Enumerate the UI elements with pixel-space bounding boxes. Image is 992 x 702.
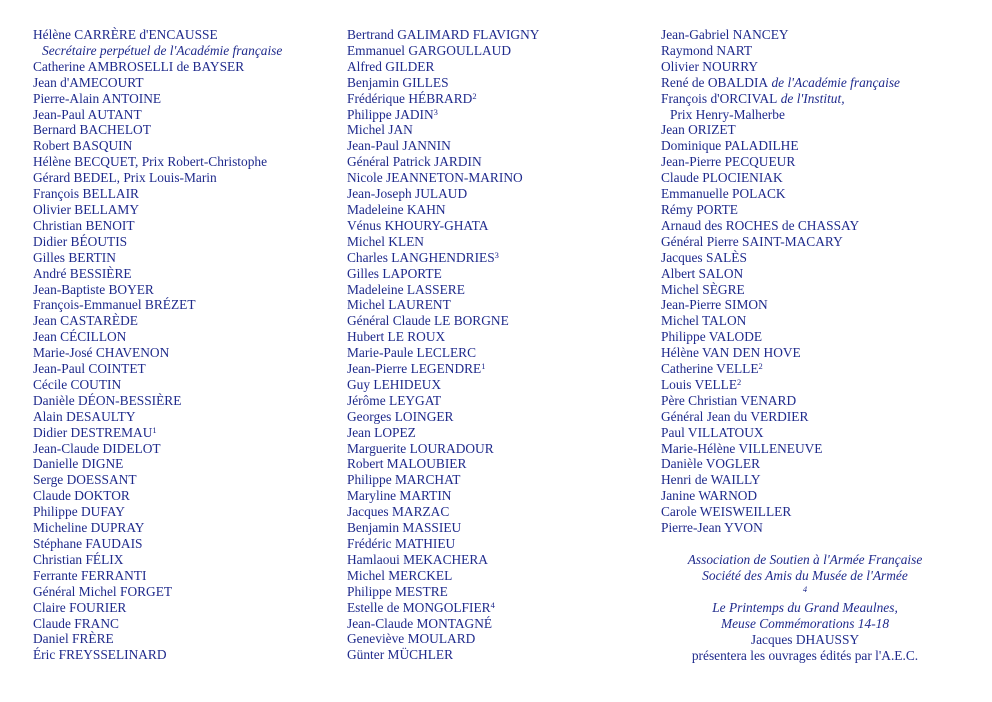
name-entry xyxy=(347,361,539,377)
name-entry xyxy=(33,456,282,472)
entry-text: Georges LOINGER xyxy=(347,408,454,424)
entry-text: Association de Soutien à l'Armée Française xyxy=(687,552,923,567)
name-entry xyxy=(33,345,282,361)
entry-text: Secrétaire perpétuel de l'Académie française xyxy=(42,42,283,58)
entry-text: Général Jean du VERDIER xyxy=(661,408,809,424)
name-entry xyxy=(347,441,539,457)
name-entry xyxy=(33,202,282,218)
entry-text: Estelle de MONGOLFIER xyxy=(347,599,491,615)
name-entry xyxy=(661,91,900,107)
entry-text: Marie-Hélène VILLENEUVE xyxy=(661,440,823,456)
name-entry xyxy=(347,154,539,170)
entry-text: Claude DOKTOR xyxy=(33,488,130,504)
entry-text: Claude FRANC xyxy=(33,615,119,631)
name-entry xyxy=(347,568,539,584)
entry-text: Philippe VALODE xyxy=(661,329,763,345)
entry-text: Gilles BERTIN xyxy=(33,249,116,265)
entry-text: Benjamin MASSIEU xyxy=(347,520,462,536)
entry-affiliation: de l'Académie française xyxy=(768,74,901,90)
name-entry xyxy=(33,409,282,425)
name-entry xyxy=(347,266,539,282)
name-entry xyxy=(347,297,539,313)
name-entry xyxy=(33,425,282,441)
name-entry xyxy=(347,345,539,361)
name-entry xyxy=(661,329,900,345)
name-entry xyxy=(347,27,539,43)
entry-text: Jean-Gabriel NANCEY xyxy=(661,27,789,42)
association-line xyxy=(655,568,955,600)
name-entry xyxy=(33,27,282,43)
entry-text: Emmanuelle POLACK xyxy=(661,186,786,202)
footnote-marker: 2 xyxy=(758,361,763,372)
name-entry xyxy=(33,600,282,616)
name-entry xyxy=(347,631,539,647)
name-entry xyxy=(661,504,900,520)
entry-text: Michel TALON xyxy=(661,313,747,329)
name-entry xyxy=(347,584,539,600)
entry-text: Emmanuel GARGOULLAUD xyxy=(347,42,512,58)
entry-text: Général Patrick JARDIN xyxy=(347,154,482,170)
entry-text: Guy LEHIDEUX xyxy=(347,376,442,392)
name-entry xyxy=(347,170,539,186)
name-entry xyxy=(347,536,539,552)
entry-text: Maryline MARTIN xyxy=(347,488,452,504)
name-entry xyxy=(33,170,282,186)
entry-text: François-Emmanuel BRÉZET xyxy=(33,297,196,313)
entry-text: Geneviève MOULARD xyxy=(347,631,476,647)
name-entry xyxy=(347,186,539,202)
entry-text: Didier BÉOUTIS xyxy=(33,233,128,249)
entry-text: Paul VILLATOUX xyxy=(661,424,764,440)
entry-text: Marie-José CHAVENON xyxy=(33,345,170,361)
entry-text: Jean CÉCILLON xyxy=(33,329,127,345)
name-entry xyxy=(33,59,282,75)
name-entry xyxy=(661,186,900,202)
entry-text: Albert SALON xyxy=(661,265,744,281)
entry-text: Micheline DUPRAY xyxy=(33,520,145,536)
name-entry xyxy=(33,234,282,250)
entry-text: Jean-Claude MONTAGNÉ xyxy=(347,615,493,631)
entry-text: Philippe JADIN xyxy=(347,106,434,122)
name-column-2 xyxy=(347,27,539,663)
name-entry xyxy=(33,138,282,154)
entry-text: Jean-Claude DIDELOT xyxy=(33,440,161,456)
name-entry xyxy=(347,250,539,266)
name-entry xyxy=(347,218,539,234)
name-entry xyxy=(33,616,282,632)
entry-text: Madeleine KAHN xyxy=(347,201,446,217)
name-entry xyxy=(347,647,539,663)
entry-text: Jean ORIZET xyxy=(661,122,736,138)
name-entry xyxy=(347,138,539,154)
name-entry xyxy=(33,218,282,234)
name-entry xyxy=(661,27,900,43)
footnote-marker: 4 xyxy=(802,583,808,594)
name-entry xyxy=(661,313,900,329)
entry-text: Louis VELLE xyxy=(661,376,737,392)
entry-text: Meuse Commémorations 14-18 xyxy=(720,615,890,631)
name-entry xyxy=(33,377,282,393)
entry-text: Jean-Pierre PECQUEUR xyxy=(661,154,796,170)
name-entry xyxy=(347,552,539,568)
entry-text: Hamlaoui MEKACHERA xyxy=(347,551,488,567)
name-entry xyxy=(661,250,900,266)
entry-text: Jean-Paul COINTET xyxy=(33,361,146,377)
footnote-marker: 1 xyxy=(152,424,157,435)
name-entry xyxy=(661,75,900,91)
name-entry xyxy=(661,107,900,123)
name-entry xyxy=(347,107,539,123)
name-entry xyxy=(347,456,539,472)
footnote-marker: 3 xyxy=(433,106,438,117)
name-entry xyxy=(661,138,900,154)
name-entry xyxy=(33,250,282,266)
entry-text: Raymond NART xyxy=(661,42,753,58)
name-entry xyxy=(347,329,539,345)
entry-text: Carole WEISWEILLER xyxy=(661,504,792,520)
entry-text: Général Claude LE BORGNE xyxy=(347,313,509,329)
name-entry xyxy=(347,600,539,616)
entry-text: Günter MÜCHLER xyxy=(347,647,454,663)
presenter-block xyxy=(655,632,955,664)
entry-text: Père Christian VENARD xyxy=(661,392,797,408)
name-entry xyxy=(33,552,282,568)
name-entry xyxy=(661,456,900,472)
name-entry xyxy=(661,393,900,409)
presenter-name: Jacques DHAUSSY xyxy=(750,632,860,647)
name-entry xyxy=(347,520,539,536)
entry-text: Michel MERCKEL xyxy=(347,567,453,583)
name-entry xyxy=(347,75,539,91)
name-entry xyxy=(661,154,900,170)
entry-text: Jean-Paul JANNIN xyxy=(347,138,451,154)
entry-text: Jean CASTARÈDE xyxy=(33,313,138,329)
name-entry xyxy=(661,441,900,457)
name-entry xyxy=(661,345,900,361)
name-entry xyxy=(33,186,282,202)
entry-text: René de OBALDIA xyxy=(661,74,769,90)
entry-text: Hélène BECQUET, Prix Robert-Christophe xyxy=(33,154,268,170)
name-entry xyxy=(33,441,282,457)
entry-text: Danielle DIGNE xyxy=(33,456,124,472)
entry-text: Ferrante FERRANTI xyxy=(33,567,147,583)
entry-text: Pierre-Jean YVON xyxy=(661,520,763,536)
footnote-marker: 4 xyxy=(490,599,495,610)
entry-text: Jean-Joseph JULAUD xyxy=(347,186,468,202)
name-entry xyxy=(661,361,900,377)
association-line xyxy=(655,552,955,568)
name-entry xyxy=(347,202,539,218)
name-entry xyxy=(33,297,282,313)
entry-text: Alfred GILDER xyxy=(347,58,435,74)
name-entry xyxy=(33,266,282,282)
name-entry xyxy=(661,425,900,441)
association-line xyxy=(655,616,955,632)
entry-text: Philippe MESTRE xyxy=(347,583,448,599)
entry-text: Arnaud des ROCHES de CHASSAY xyxy=(661,217,860,233)
name-column-3 xyxy=(661,27,900,536)
name-entry xyxy=(661,170,900,186)
name-entry xyxy=(33,75,282,91)
entry-text: Olivier BELLAMY xyxy=(33,201,139,217)
name-entry xyxy=(347,282,539,298)
entry-text: Charles LANGHENDRIES xyxy=(347,249,495,265)
name-entry xyxy=(661,377,900,393)
name-entry xyxy=(33,122,282,138)
footnote-marker: 2 xyxy=(737,376,742,387)
entry-text: Jean LOPEZ xyxy=(347,424,416,440)
entry-text: Général Michel FORGET xyxy=(33,583,173,599)
name-entry xyxy=(347,234,539,250)
name-entry xyxy=(347,393,539,409)
name-entry xyxy=(661,282,900,298)
entry-text: Philippe DUFAY xyxy=(33,504,125,520)
name-entry xyxy=(33,91,282,107)
name-entry xyxy=(661,488,900,504)
entry-text: Claire FOURIER xyxy=(33,599,127,615)
entry-text: Catherine AMBROSELLI de BAYSER xyxy=(33,58,245,74)
entry-text: Henri de WAILLY xyxy=(661,472,761,488)
entry-text: Christian BENOIT xyxy=(33,217,135,233)
entry-text: Danièle VOGLER xyxy=(661,456,761,472)
footnote-marker: 3 xyxy=(494,249,499,260)
associations-block xyxy=(655,552,955,632)
name-entry xyxy=(661,218,900,234)
name-column-1 xyxy=(33,27,282,663)
name-entry xyxy=(33,313,282,329)
entry-text: Hélène CARRÈRE d'ENCAUSSE xyxy=(33,27,218,42)
entry-affiliation: de l'Institut, xyxy=(777,90,845,106)
name-entry xyxy=(33,282,282,298)
name-entry xyxy=(33,520,282,536)
entry-text: Claude PLOCIENIAK xyxy=(661,170,783,186)
entry-text: Vénus KHOURY-GHATA xyxy=(347,217,489,233)
name-entry xyxy=(33,647,282,663)
entry-text: Éric FREYSSELINARD xyxy=(33,647,167,663)
name-entry xyxy=(347,488,539,504)
entry-text: Olivier NOURRY xyxy=(661,58,759,74)
entry-text: Marguerite LOURADOUR xyxy=(347,440,494,456)
entry-text: Frédérique HÉBRARD xyxy=(347,90,473,106)
name-entry xyxy=(661,297,900,313)
name-entry xyxy=(33,488,282,504)
entry-text: Bertrand GALIMARD FLAVIGNY xyxy=(347,27,540,42)
entry-text: Société des Amis du Musée de l'Armée xyxy=(702,567,908,583)
entry-text: Serge DOESSANT xyxy=(33,472,137,488)
name-entry xyxy=(661,59,900,75)
entry-text: Jean-Pierre LEGENDRE xyxy=(347,361,482,377)
presenter-note: présentera les ouvrages édités par l'A.E.C. xyxy=(691,647,919,663)
name-entry xyxy=(347,377,539,393)
entry-text: Michel JAN xyxy=(347,122,413,138)
name-entry xyxy=(33,568,282,584)
entry-text: Michel KLEN xyxy=(347,233,424,249)
entry-text: Michel LAURENT xyxy=(347,297,451,313)
entry-text: Michel SÈGRE xyxy=(661,281,745,297)
entry-text: Stéphane FAUDAIS xyxy=(33,536,143,551)
entry-text: Hubert LE ROUX xyxy=(347,329,446,345)
name-entry xyxy=(347,504,539,520)
entry-text: Nicole JEANNETON-MARINO xyxy=(347,170,523,186)
entry-text: Daniel FRÈRE xyxy=(33,631,114,647)
entry-text: Janine WARNOD xyxy=(661,488,758,504)
entry-text: Jacques SALÈS xyxy=(661,249,747,265)
entry-text: Jérôme LEYGAT xyxy=(347,392,442,408)
entry-text: François BELLAIR xyxy=(33,186,139,202)
entry-text: Madeleine LASSERE xyxy=(347,281,465,297)
name-entry xyxy=(33,393,282,409)
entry-text: Philippe MARCHAT xyxy=(347,472,461,488)
entry-text: Jean-Paul AUTANT xyxy=(33,106,142,122)
name-entry xyxy=(347,313,539,329)
entry-text: Jacques MARZAC xyxy=(347,504,450,520)
entry-text: Hélène VAN DEN HOVE xyxy=(661,345,801,361)
name-entry xyxy=(661,520,900,536)
entry-text: Rémy PORTE xyxy=(661,201,738,217)
entry-text: Benjamin GILLES xyxy=(347,74,449,90)
name-entry xyxy=(347,91,539,107)
entry-text: Le Printemps du Grand Meaulnes, xyxy=(712,599,898,615)
name-entry xyxy=(347,616,539,632)
name-entry xyxy=(661,234,900,250)
entry-text: François d'ORCIVAL xyxy=(661,90,778,106)
name-entry xyxy=(661,122,900,138)
name-entry xyxy=(347,425,539,441)
name-entry xyxy=(33,43,282,59)
entry-text: Gérard BEDEL, Prix Louis-Marin xyxy=(33,170,217,186)
name-entry xyxy=(661,472,900,488)
name-entry xyxy=(33,361,282,377)
entry-text: Jean-Baptiste BOYER xyxy=(33,281,154,297)
name-entry xyxy=(33,107,282,123)
entry-text: Prix Henry-Malherbe xyxy=(670,106,785,122)
entry-text: Jean d'AMECOURT xyxy=(33,74,144,90)
name-entry xyxy=(661,266,900,282)
name-entry xyxy=(33,631,282,647)
entry-text: Didier DESTREMAU xyxy=(33,424,153,440)
entry-text: Catherine VELLE xyxy=(661,361,759,377)
name-entry xyxy=(661,43,900,59)
association-line xyxy=(655,600,955,616)
entry-text: Bernard BACHELOT xyxy=(33,122,151,138)
entry-text: Frédéric MATHIEU xyxy=(347,536,456,551)
entry-text: Jean-Pierre SIMON xyxy=(661,297,768,313)
footnote-marker: 1 xyxy=(481,361,486,372)
entry-text: André BESSIÈRE xyxy=(33,265,132,281)
name-entry xyxy=(33,584,282,600)
name-entry xyxy=(33,154,282,170)
entry-text: Alain DESAULTY xyxy=(33,408,136,424)
entry-text: Dominique PALADILHE xyxy=(661,138,799,154)
entry-text: Cécile COUTIN xyxy=(33,376,122,392)
name-entry xyxy=(347,409,539,425)
entry-text: Marie-Paule LECLERC xyxy=(347,345,477,361)
footnote-marker: 2 xyxy=(472,90,477,101)
name-entry xyxy=(33,536,282,552)
name-entry xyxy=(347,122,539,138)
name-entry xyxy=(347,43,539,59)
entry-text: Robert BASQUIN xyxy=(33,138,133,154)
name-entry xyxy=(661,202,900,218)
name-entry xyxy=(33,504,282,520)
name-entry xyxy=(347,59,539,75)
entry-text: Général Pierre SAINT-MACARY xyxy=(661,233,843,249)
name-entry xyxy=(661,409,900,425)
entry-text: Christian FÉLIX xyxy=(33,551,124,567)
entry-text: Pierre-Alain ANTOINE xyxy=(33,90,162,106)
entry-text: Danièle DÉON-BESSIÈRE xyxy=(33,392,182,408)
name-entry xyxy=(33,329,282,345)
entry-text: Gilles LAPORTE xyxy=(347,265,442,281)
entry-text: Robert MALOUBIER xyxy=(347,456,467,472)
name-entry xyxy=(347,472,539,488)
name-entry xyxy=(33,472,282,488)
